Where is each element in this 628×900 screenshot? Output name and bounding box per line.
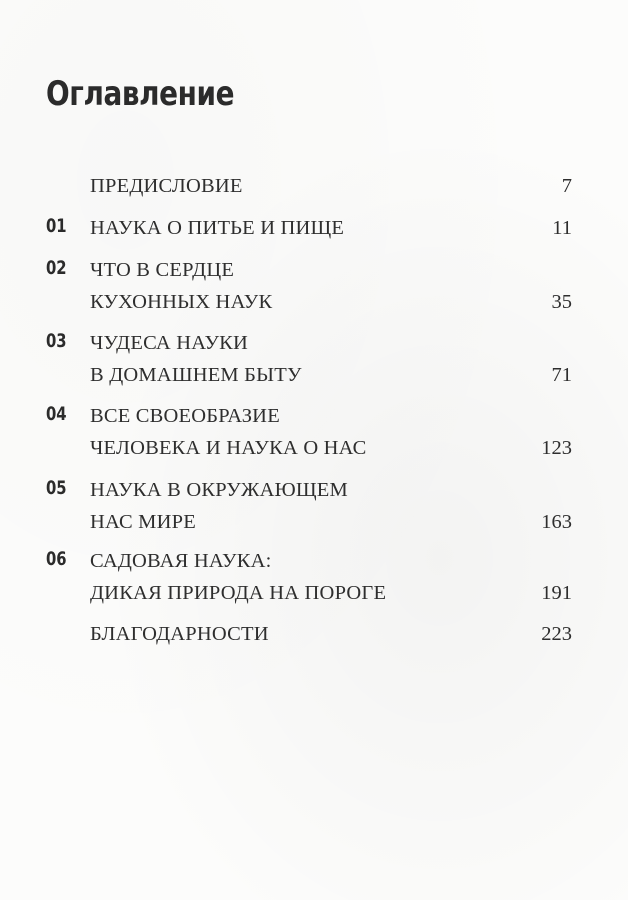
toc-entry-number: 06 xyxy=(46,548,67,570)
toc-entry-page: 191 xyxy=(541,582,572,604)
toc-entry-title xyxy=(90,618,269,650)
toc-entry-title-line: КУХОННЫХ НАУК xyxy=(90,291,273,313)
toc-entry-title-line: ЧТО В СЕРДЦЕ xyxy=(90,259,235,281)
toc-entry-title-line: ДИКАЯ ПРИРОДА НА ПОРОГЕ xyxy=(90,582,387,604)
toc-entry-page: 163 xyxy=(541,511,572,533)
toc-entry-title-line: НАС МИРЕ xyxy=(90,511,196,533)
toc-entry-title-line: НАУКА О ПИТЬЕ И ПИЩЕ xyxy=(90,217,345,239)
toc-entry-number: 04 xyxy=(46,403,67,425)
toc-entry-number: 01 xyxy=(46,215,67,237)
page-title: Оглавление xyxy=(46,74,235,114)
toc-entry-title xyxy=(90,170,243,202)
toc-entry-title-line: САДОВАЯ НАУКА: xyxy=(90,550,272,572)
toc-entry-title xyxy=(90,327,302,391)
toc-entry-title-line: БЛАГОДАРНОСТИ xyxy=(90,623,269,645)
toc-entry-page: 223 xyxy=(541,623,572,645)
toc-entry-title-line: ЧЕЛОВЕКА И НАУКА О НАС xyxy=(90,437,367,459)
toc-entry-page: 35 xyxy=(551,291,572,313)
toc-entry-title xyxy=(90,212,344,244)
toc-entry-title xyxy=(90,254,272,318)
toc-entry-page: 7 xyxy=(561,175,572,197)
toc-entry-number: 02 xyxy=(46,257,67,279)
toc-entry-page: 71 xyxy=(551,364,572,386)
toc-entry-title xyxy=(90,400,367,464)
toc-entry-title xyxy=(90,474,348,538)
toc-entry-number: 03 xyxy=(46,330,67,352)
toc-entry-page: 11 xyxy=(552,217,572,239)
toc-entry-title-line: ЧУДЕСА НАУКИ xyxy=(90,332,249,354)
toc-entry-title-line: В ДОМАШНЕМ БЫТУ xyxy=(90,364,302,386)
toc-entry-title xyxy=(90,545,386,609)
toc-entry-title-line: ПРЕДИСЛОВИЕ xyxy=(90,175,243,197)
toc-entry-title-line: ВСЕ СВОЕОБРАЗИЕ xyxy=(90,405,280,427)
toc-entry-title-line: НАУКА В ОКРУЖАЮЩЕМ xyxy=(90,479,348,501)
toc-entry-page: 123 xyxy=(541,437,572,459)
toc-entry-number: 05 xyxy=(46,477,67,499)
